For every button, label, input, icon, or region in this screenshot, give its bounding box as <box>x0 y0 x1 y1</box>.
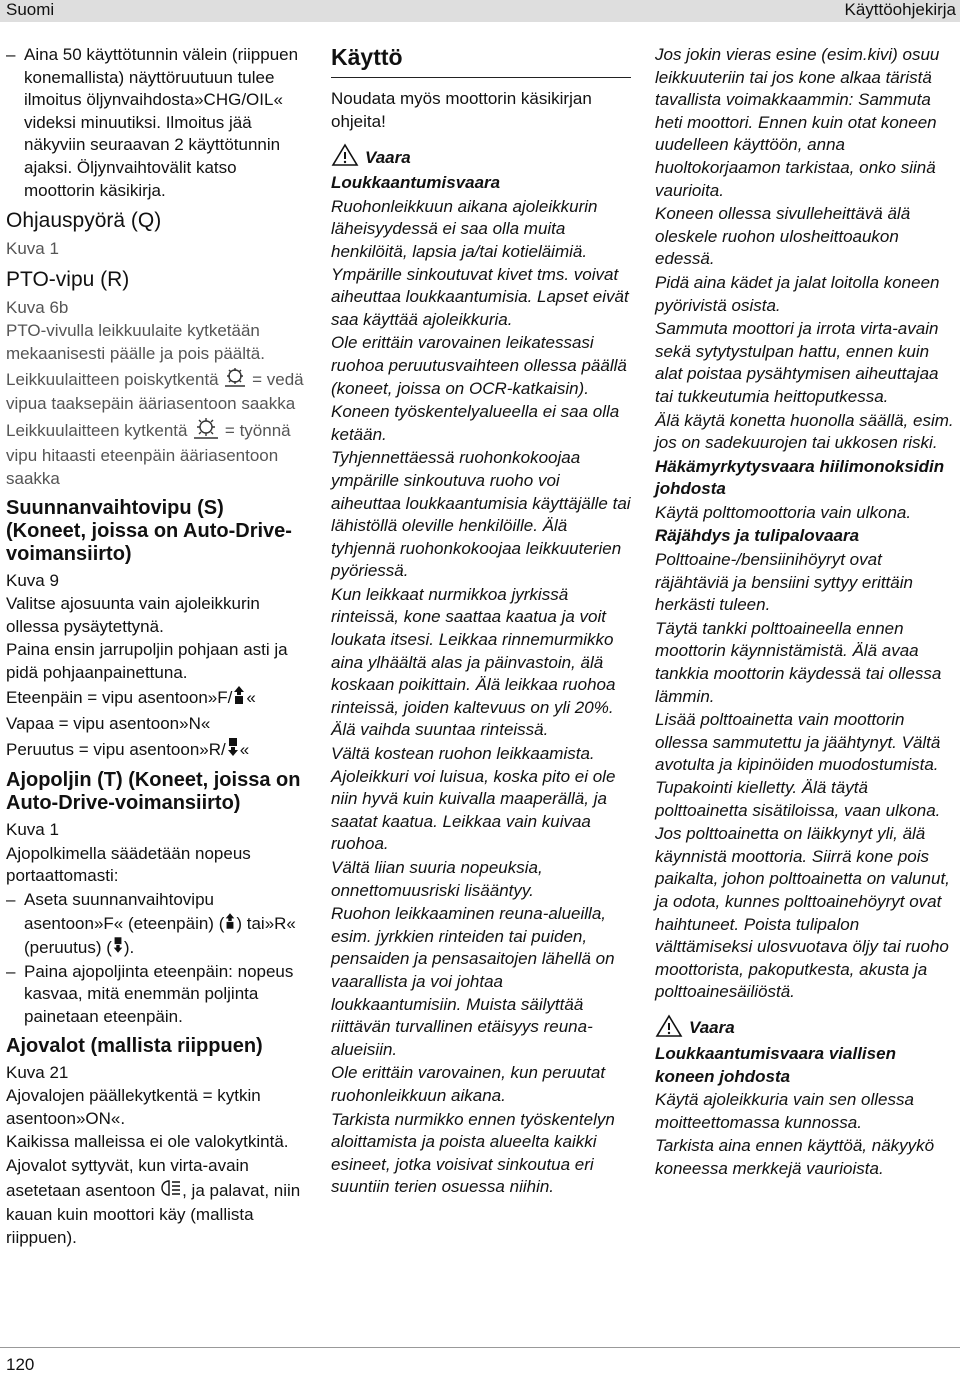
figure-ref: Kuva 1 <box>6 239 59 259</box>
warning-header <box>331 143 631 172</box>
reverse-setting: Peruutus = vipu asentoon»R/ « <box>6 737 306 764</box>
paragraph: Ajopolkimella säädetään nopeus portaattomasti: <box>6 843 251 886</box>
paragraph: Polttoaine-/bensiinihöyryt ovat räjähtäviä ja bensiini syttyy erittäin herkästi tuleen. <box>655 550 913 615</box>
paragraph: Käytä ajoleikkuria vain sen ollessa moitteettomassa kunnossa. <box>655 1090 914 1132</box>
blade-off-icon <box>223 367 247 394</box>
paragraph: Tarkista nurmikko ennen työskentelyn aloittamista ja poista alueelta kaikki esineet, jotka voisivat sinkoutua eri suuntiin terien osuessa niihin. <box>331 1109 615 1197</box>
oil-change-note: Aina 50 käyttötunnin välein (riippuen konemallista) näyttöruutuun tulee ilmoitus öljynvaihdosta»CHG/OIL« videksi minuutiksi. Ilmoitus jää näkyviin seuraavan 2 käyttötunnin ajaksi. Öljynvaihtovälit katso moottorin käsikirja. <box>24 45 299 200</box>
heading-steering-wheel: Ohjauspyörä (Q) <box>6 209 162 233</box>
warning-triangle-icon <box>331 143 359 172</box>
heading-pto-lever: PTO-vipu (R) <box>6 267 130 291</box>
paragraph: Pidä aina kädet ja jalat loitolla koneen pyörivistä osista. <box>655 272 940 315</box>
reverse-icon <box>112 936 124 961</box>
reverse-icon <box>226 737 240 764</box>
pto-engage: Leikkuulaitteen kytkentä = työnnä vipu hitaasti eteenpäin ääriasentoon saakka <box>6 417 306 491</box>
pto-disengage: Leikkuulaitteen poiskytkentä = vedä vipua taaksepäin ääriasentoon saakka <box>6 367 306 416</box>
forward-setting: Eteenpäin = vipu asentoon»F/ « <box>6 685 306 712</box>
heading-drive-pedal: Ajopoljin (T) (Koneet, joissa on Auto-Drive-voimansiirto) <box>6 769 301 815</box>
intro-paragraph: Noudata myös moottorin käsikirjan ohjeita! <box>331 89 592 131</box>
headlights-note: Ajovalot syttyvät, kun virta-avain asetetaan asentoon , ja palavat, niin kauan kuin moottori käy (mallista riippuen). <box>6 1155 301 1247</box>
paragraph: Tarkista aina ennen käyttöä, näkyykö koneessa merkkejä vaurioista. <box>655 1136 935 1178</box>
paragraph: Ole erittäin varovainen, kun peruutat ruohonleikkuun aikana. <box>331 1063 606 1105</box>
headlight-icon <box>160 1178 182 1205</box>
paragraph: Lisää polttoainetta vain moottorin ollessa sammutettu ja jäähtynyt. Vältä avotulta ja kipinöiden muodostumista. Tupakointi kielletty. Älä täytä polttoainetta sisätiloissa, vaan ulkona. <box>655 710 941 820</box>
paragraph: Ajovalojen päällekytkentä = kytkin asentoon»ON«. <box>6 1086 261 1128</box>
paragraph: Ruohonleikkuun aikana ajoleikkurin läheisyydessä ei saa olla muita henkilöitä, lapsia ja/tai kotieläimiä. Ympärille sinkoutuvat kivet tms. voivat aiheuttaa loukkaantumisia. Lapset eivät saa käyttää ajoleikkuria. <box>331 196 629 329</box>
heading-headlights: Ajovalot (mallista riippuen) <box>6 1034 263 1057</box>
column-middle <box>331 44 631 1200</box>
column-right <box>655 44 955 1182</box>
warning-subtitle: Häkämyrkytysvaara hiilimonoksidin johdosta <box>655 456 945 499</box>
header-language: Suomi <box>6 0 55 19</box>
paragraph: Valitse ajosuunta vain ajoleikkurin ollessa pysäytettynä. <box>6 594 260 636</box>
column-left <box>6 44 306 1250</box>
paragraph: Koneen työskentelyalueella ei saa olla ketään. <box>331 402 620 444</box>
paragraph: Jos jokin vieras esine (esim.kivi) osuu leikkuuteriin tai jos kone alkaa täristä tavallista voimakkaammin: Sammuta heti moottori. Ennen kuin otat koneen uudelleen käyttöön, anna huoltokorjaamon tarkistaa, onko siinä vaurioita. <box>655 45 940 200</box>
paragraph: Kun leikkaat nurmikkoa jyrkissä rinteissä, kone saattaa kaatua ja voit loukata itsesi. Leikkaa rinnemurmikko aina ylhäältä alas ja päinvastoin, älä koskaan poikittain. Älä leikkaa ruohoa rinteissä, joiden kaltevuus on yli 20%. Älä vaihda suuntaa rinteissä. <box>331 584 616 740</box>
list-item: – Aina 50 käyttötunnin välein (riippuen konemallista) näyttöruutuun tulee ilmoitus öljynvaihdosta»CHG/OIL« videksi minuutiksi. Ilmoitus jää näkyviin seuraavan 2 käyttötunnin ajaksi. Öljynvaihtovälit katso moottorin käsikirja. <box>6 44 306 202</box>
paragraph: Vältä kostean ruohon leikkaamista. Ajoleikkuri voi luisua, koska pito ei ole niin hyvä kuin kuivalla maaperällä, ja saatat kaatua. Leikkaa vain kuivaa ruohoa. <box>331 744 616 854</box>
paragraph: Sammuta moottori ja irrota virta-avain sekä sytytystulpan hattu, ennen kuin alat poistaa pysähtymisen aiheuttajaa tai tukkeutumia heittoputkessa. <box>655 319 939 406</box>
figure-ref: Kuva 6b <box>6 297 69 317</box>
warning-label: Vaara <box>689 1018 735 1038</box>
paragraph: Vältä liian suuria nopeuksia, onnettomuusriski lisääntyy. <box>331 858 543 900</box>
paragraph: Paina ensin jarrupoljin pohjaan asti ja pidä pohjaanpainettuna. <box>6 640 288 682</box>
paragraph: Ruohon leikkaaminen reuna-alueilla, esim. jyrkkien rinteiden tai puiden, pensaiden ja pensasaitojen lähellä on vaarallista ja voi johtaa loukkaantumisiin. Muista säilyttää riittävän turvallinen etäisyys reuna-alueisiin. <box>331 904 615 1059</box>
blade-on-icon <box>192 417 220 446</box>
figure-ref: Kuva 9 <box>6 570 59 590</box>
paragraph: Täytä tankki polttoaineella ennen moottorin käynnistämistä. Älä avaa tankkia moottorin käydessä tai ollessa lämmin. <box>655 618 942 706</box>
header-manual-title: Käyttöohjekirja <box>844 0 956 19</box>
neutral-setting: Vapaa = vipu asentoon»N« <box>6 714 211 734</box>
figure-ref: Kuva 1 <box>6 820 59 840</box>
page-header <box>0 0 960 22</box>
warning-title: Loukkaantumisvaara <box>331 173 501 193</box>
list-item: – Aseta suunnanvaihtovipu asentoon»F« (eteenpäin) ( ) tai»R« (peruutus) ( ). <box>6 889 306 961</box>
section-title: Käyttö <box>331 44 631 78</box>
list-item: – Paina ajopoljinta eteenpäin: nopeus kasvaa, mitä enemmän poljinta painetaan eteenpäin. <box>6 961 294 1026</box>
paragraph: Ole erittäin varovainen leikatessasi ruohoa peruutusvaihteen ollessa päällä (koneet, joissa on OCR-katkaisin). <box>331 333 627 398</box>
heading-direction-lever: Suunnanvaihtovipu (S) (Koneet, joissa on Auto-Drive-voimansiirto) <box>6 496 292 565</box>
paragraph: Tyhjennettäessä ruohonkokoojaa ympärille sinkoutuva ruoho voi aiheuttaa loukkaantumisia käyttäjälle tai lähistöllä oleville henkilöille. Älä tyhjennä ruohonkokoojaa leikkuuterien pyöriessä. <box>331 448 631 581</box>
footer-divider <box>0 1347 960 1348</box>
paragraph: Koneen ollessa sivulleheittävä älä oleskele ruohon ulosheittoaukon edessä. <box>655 204 911 269</box>
page-number: 120 <box>6 1355 35 1374</box>
warning-title: Loukkaantumisvaara viallisen koneen johdosta <box>655 1043 896 1086</box>
paragraph: Jos polttoainetta on läikkynyt yli, älä käynnistä moottoria. Siirrä kone pois paikalta, johon polttoainetta on valunut, ja odota, kunnes polttoainehöyryt ovat haihtuneet. Poista tulipalon välttämiseksi ulosvuotava öljy tai ruoho moottorista, pakoputkesta, akusta ja polttoainesäiliöstä. <box>655 824 950 1002</box>
warning-triangle-icon <box>655 1014 683 1043</box>
warning-subtitle: Räjähdys ja tulipalovaara <box>655 526 860 546</box>
forward-icon <box>224 912 236 937</box>
figure-ref: Kuva 21 <box>6 1062 69 1082</box>
warning-label: Vaara <box>365 147 411 167</box>
warning-header <box>655 1014 955 1043</box>
paragraph: Kaikissa malleissa ei ole valokytkintä. <box>6 1132 289 1152</box>
pto-description: PTO-vivulla leikkuulaite kytketään mekaanisesti päälle ja pois päältä. <box>6 321 265 363</box>
forward-icon <box>232 685 246 712</box>
paragraph: Käytä polttomoottoria vain ulkona. <box>655 502 912 522</box>
paragraph: Älä käytä konetta huonolla säällä, esim. jos on sadekuurojen tai ukkosen riski. <box>655 410 954 453</box>
